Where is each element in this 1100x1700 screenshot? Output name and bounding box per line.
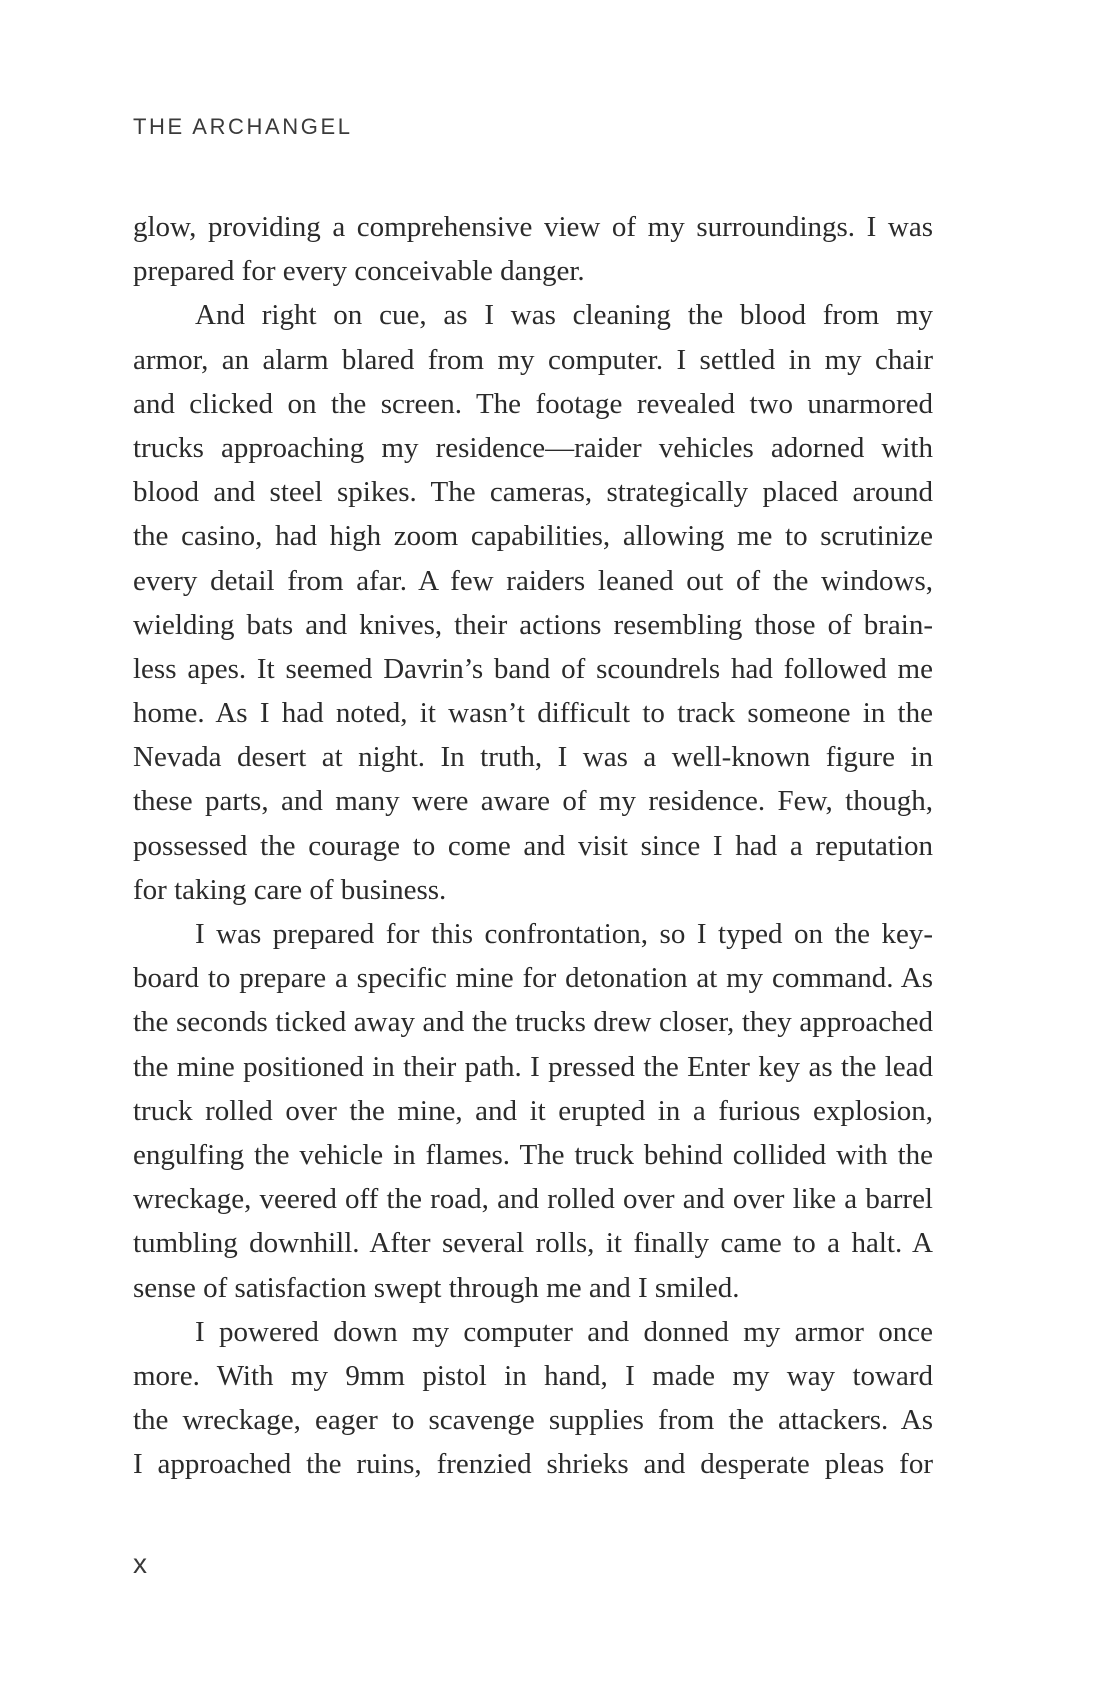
text-line: home. As I had noted, it wasn’t difficult to track someone in the — [133, 697, 933, 730]
text-line: Nevada desert at night. In truth, I was a well-known figure in — [133, 741, 933, 774]
text-line: I approached the ruins, frenzied shrieks and desperate pleas for — [133, 1448, 933, 1481]
page-number: x — [133, 1548, 147, 1579]
text-line: the casino, had high zoom capabilities, allowing me to scrutinize — [133, 520, 933, 553]
text-line: more. With my 9mm pistol in hand, I made my way toward — [133, 1359, 933, 1392]
body-text — [133, 205, 933, 1486]
text-line: engulfing the vehicle in flames. The truck behind collided with the — [133, 1138, 933, 1171]
text-line: blood and steel spikes. The cameras, strategically placed around — [133, 476, 933, 509]
text-line: the seconds ticked away and the trucks drew closer, they approached — [133, 1006, 933, 1039]
text-line: board to prepare a specific mine for detonation at my command. As — [133, 962, 933, 995]
text-line: wielding bats and knives, their actions resembling those of brain- — [133, 608, 933, 641]
text-line: tumbling downhill. After several rolls, it finally came to a halt. A — [133, 1227, 933, 1260]
text-line: truck rolled over the mine, and it erupted in a furious explosion, — [133, 1094, 933, 1127]
text-line: trucks approaching my residence—raider vehicles adorned with — [133, 431, 933, 464]
text-line: I powered down my computer and donned my armor once — [195, 1315, 933, 1348]
text-line: the wreckage, eager to scavenge supplies from the attackers. As — [133, 1404, 933, 1437]
text-line: and clicked on the screen. The footage revealed two unarmored — [133, 387, 933, 420]
text-line: less apes. It seemed Davrin’s band of scoundrels had followed me — [133, 652, 933, 685]
text-line: prepared for every conceivable danger. — [133, 255, 585, 288]
text-line: armor, an alarm blared from my computer. I settled in my chair — [133, 343, 933, 376]
text-line: And right on cue, as I was cleaning the blood from my — [195, 299, 933, 332]
text-line: wreckage, veered off the road, and rolled over and over like a barrel — [133, 1183, 933, 1216]
text-line: possessed the courage to come and visit since I had a reputation — [133, 829, 933, 862]
running-head: THE ARCHANGEL — [133, 114, 353, 139]
text-line: sense of satisfaction swept through me and I smiled. — [133, 1271, 740, 1304]
text-line: for taking care of business. — [133, 873, 447, 906]
text-line: every detail from afar. A few raiders leaned out of the windows, — [133, 564, 933, 597]
text-line: the mine positioned in their path. I pressed the Enter key as the lead — [133, 1050, 933, 1083]
text-line: I was prepared for this confrontation, so I typed on the key- — [195, 918, 933, 950]
text-line: glow, providing a comprehensive view of my surroundings. I was — [133, 211, 933, 243]
text-line: these parts, and many were aware of my residence. Few, though, — [133, 785, 933, 818]
